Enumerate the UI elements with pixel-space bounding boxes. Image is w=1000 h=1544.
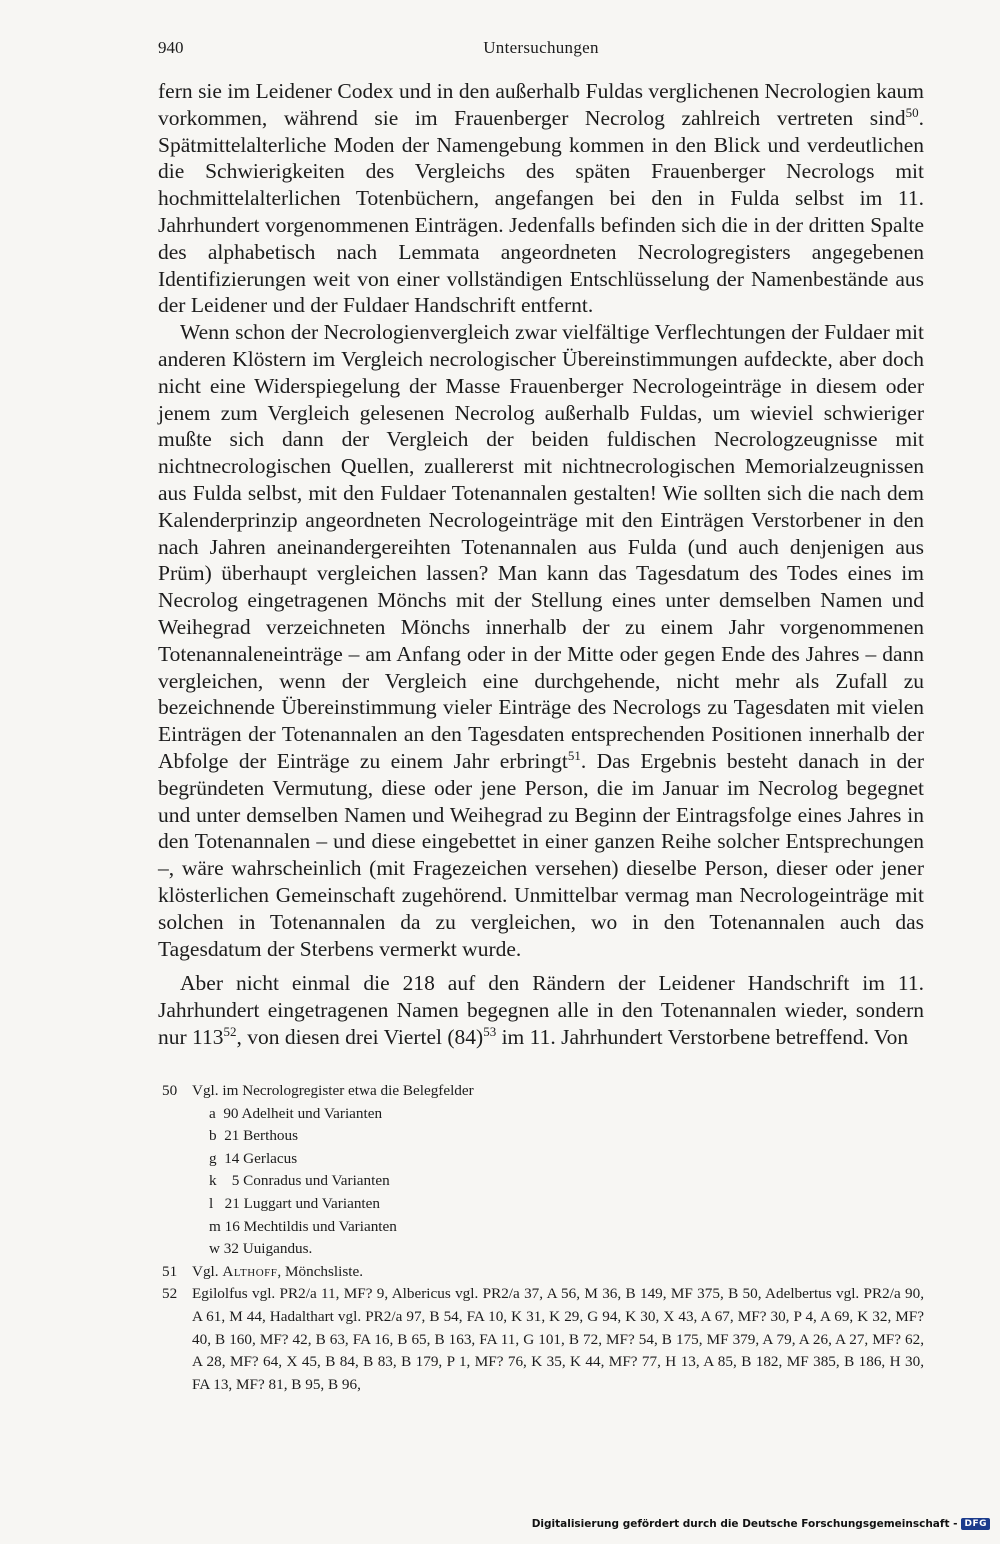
dfg-logo: DFG: [961, 1518, 990, 1530]
footnote-ref-50: 50: [905, 104, 919, 120]
footnote-number: 51: [162, 1262, 178, 1280]
paragraph-2: Wenn schon der Necrologienvergleich zwar vielfältige Verflechtungen der Fuldaer mit anderen Klöstern im Vergleich necrologischer Übereinstimmungen aufdeckte, aber doch nicht eine Widerspiegelung der Masse Frauenberger Necrologeinträge in diesem oder jenem zum Vergleich gelesenen Necrolog außerhalb Fuldas, um wieviel schwieriger mußte sich dann der Vergleich der beiden fuldischen Necrologzeugnisse mit nichtnecrologischen Quellen, zuallererst mit nichtnecrologischen Memorialzeugnissen aus Fulda selbst, mit den Fuldaer Totenannalen gestalten! Wie sollten sich die nach dem Kalenderprinzip angeordneten Necrologeinträge mit den Einträgen Verstorbener in den nach Jahren aneinandergereihten Totenannalen aus Fulda (und auch denjenigen aus Prüm) überhaupt vergleichen lassen? Man kann das Tagesdatum des Todes eines im Necrolog eingetragenen Mönchs mit der Stellung eines unter demselben Namen und Weihegrad verzeichneten Mönchs innerhalb der zu einem Jahr vorgenommenen Totenannaleneinträge – am Anfang oder in der Mitte oder gegen Ende des Jahres – dann vergleichen, wenn der Vergleich eine durchgehende, nicht mehr als Zufall zu bezeichnende Übereinstimmung vieler Einträge des Necrologs zu Tagesdaten mit vielen Einträgen der Totenannalen an den Tagesdaten entsprechenden Positionen innerhalb der Abfolge der Einträge zu einem Jahr erbringt$^{51}$. Das Ergebnis besteht danach in der begründeten Vermutung, diese oder jene Person, die im Januar im Necrolog begegnet und unter demselben Namen und Weihegrad zu Beginn der Eintragsfolge eines Jahres in den Totenannalen – und diese eingebettet in einer ganzen Reihe solcher Entsprechungen –, wäre wahrscheinlich (mit Fragezeichen versehen) dieselbe Person, dieser oder jener klösterlichen Gemeinschaft zugehörend. Unmittelbar vermag man Necrologeinträge mit solchen in Totenannalen da zu vergleichen, wo in den Totenannalen auch das Tagesdatum der Sterbens vermerkt wurde.: [158, 320, 924, 961]
page-number: 940: [158, 38, 184, 57]
footnote-item: b 21 Berthous: [209, 1127, 299, 1145]
paragraph-1: fern sie im Leidener Codex und in den außerhalb Fuldas verglichenen Necrologien kaum vorkommen, während sie im Frauenberger Necrolog zahlreich vertreten sind$^{50}$. Spätmittelalterliche Moden der Namengebung kommen in den Blick und verdeutlichen die Schwierigkeiten des Vergleichs des späten Frauenberger Necrologs mit hochmittelalterlichen Totenbüchern, angefangen bei den in Fulda selbst im 11. Jahrhundert vorgenommenen Einträgen. Jedenfalls befinden sich die in der dritten Spalte des alphabetisch nach Lemmata angeordneten Necrologregisters angegebenen Identifizierungen weit von einer vollständigen Entschlüsselung der Namenbestände aus der Leidener und der Fuldaer Handschrift entfernt.: [158, 79, 924, 318]
footnote-text: Vgl. im Necrologregister etwa die Belegfelder: [192, 1082, 474, 1099]
footnote-ref-52: 52: [223, 1023, 237, 1039]
footnote-item: l 21 Luggart und Varianten: [209, 1194, 380, 1212]
footnote-number: 50: [162, 1082, 178, 1099]
body-text: [158, 78, 924, 1051]
footnote-50: [162, 1080, 924, 1103]
footnote-text: Egilolfus vgl. PR2/a 11, MF? 9, Albericus vgl. PR2/a 37, A 56, M 36, B 149, MF 375, B 50, Adelbertus vgl. PR2/a 90, A 61, M 44, Hadalthart vgl. PR2/a 97, B 54, FA 10, K 31, K 29, G 94, K 30, X 43, A 67, MF? 30, P 4, A 69, K 32, MF? 40, B 160, MF? 42, B 63, FA 16, B 65, B 163, FA 11, G 101, B 72, MF? 54, B 175, MF 379, A 79, A 26, A 27, MF? 62, A 28, MF? 64, X 45, B 84, B 83, B 179, P 1, MF? 76, K 35, K 44, MF? 77, H 13, A 85, B 182, MF 385, B 186, H 30, FA 13, MF? 81, B 95, B 96,: [192, 1285, 924, 1393]
author-name: Althoff: [222, 1262, 278, 1280]
paragraph-3: Aber nicht einmal die 218 auf den Rändern der Leidener Handschrift im 11. Jahrhundert eingetragenen Namen begegnen alle in den Totenannalen wieder, sondern nur 113$^{52}$, von diesen drei Viertel (84)$^{53}$ im 11. Jahrhundert Verstorbene betreffend. Von: [158, 971, 924, 1049]
footnote-51: 51 Vgl. Althoff, Mönchsliste.: [162, 1261, 924, 1284]
footnote-item: k 5 Conradus und Varianten: [209, 1172, 390, 1190]
footnote-item: a 90 Adelheit und Varianten: [209, 1104, 383, 1122]
footnote-ref-53: 53: [483, 1023, 497, 1039]
footnote-ref-51: 51: [567, 747, 581, 763]
footnote-item: m 16 Mechtildis und Varianten: [209, 1217, 397, 1235]
footnotes: [162, 1080, 924, 1396]
footnote-52: [162, 1283, 924, 1396]
footnote-number: 52: [162, 1285, 178, 1303]
footnote-item: w 32 Uuigandus.: [209, 1240, 313, 1258]
running-head: Untersuchungen: [483, 38, 599, 57]
footnote-item: g 14 Gerlacus: [209, 1149, 298, 1167]
page-header: [158, 38, 924, 62]
credit-text: Digitalisierung gefördert durch die Deutsche Forschungsgemeinschaft -: [531, 1518, 958, 1530]
digitization-credit: [532, 1514, 990, 1534]
